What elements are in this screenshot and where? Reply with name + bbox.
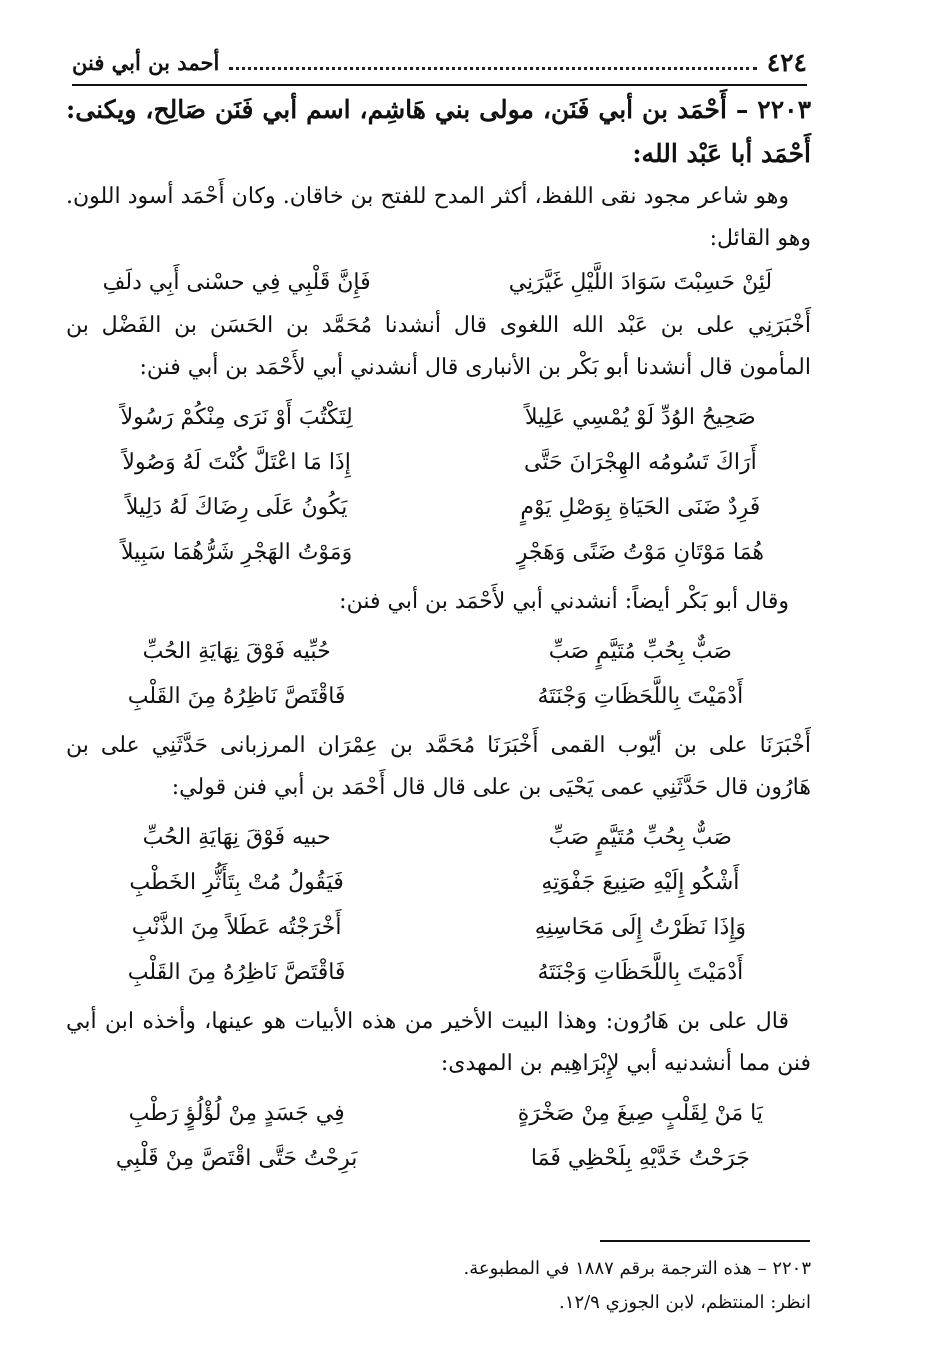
page-header — [72, 44, 807, 80]
running-title: أحمد بن أبي فنن — [72, 49, 220, 75]
verse-line — [66, 1136, 811, 1181]
verse-second-hemistich: إِذَا مَا اعْتَلَّ كُنْتَ لَهُ وَصُولاً — [122, 450, 351, 475]
verse-first-hemistich: أَرَاكَ تَسُومُه الهِجْرَانَ حَتَّى — [523, 450, 757, 475]
header-dot-leader — [229, 55, 756, 70]
verse-first-hemistich: هُمَا مَوْتَانِ مَوْتُ ضَنًى وَهَجْرٍ — [516, 540, 764, 565]
footnotes — [300, 1252, 811, 1320]
verse-second-hemistich: حُبِّيه فَوْقَ نِهَايَةِ الحُبِّ — [142, 639, 331, 664]
verse-line — [66, 530, 811, 575]
verse-line — [66, 815, 811, 860]
verse-first-hemistich: صَحِيحُ الوُدِّ لَوْ يُمْسِي عَلِيلاً — [525, 405, 756, 430]
verse-second-hemistich: لِتَكْتُبَ أَوْ نَرَى مِنْكُمْ رَسُولاً — [120, 405, 353, 430]
verse-second-hemistich: يَكُونُ عَلَى رِضَاكَ لَهُ دَلِيلاً — [125, 495, 348, 520]
verse-first-hemistich: وَإِذَا نَظَرْتُ إِلَى مَحَاسِنِهِ — [534, 915, 747, 940]
poem-4 — [66, 1091, 811, 1181]
poem-1 — [66, 395, 811, 575]
verse-first-hemistich: فَرِدٌ ضَنَى الحَيَاةِ بِوَصْلِ يَوْمٍ — [520, 495, 761, 520]
verse-line — [66, 440, 811, 485]
verse-first-hemistich: لَئِنْ حَسِبْتَ سَوَادَ اللَّيْلِ غَيَّرَنِي — [508, 270, 773, 295]
verse-first-hemistich: صَبٌّ بِحُبِّ مُتَيَّمٍ صَبِّ — [548, 825, 732, 850]
verse-second-hemistich: أَخْرَجْتُه عَطَلاً مِنَ الذَّنْبِ — [131, 915, 342, 940]
verse-second-hemistich: بَرِحْتُ حَتَّى اقْتَصَّ مِنْ قَلْبِي — [115, 1146, 358, 1171]
verse-second-hemistich: فَإِنَّ قَلْبِي فِي حسْنى أَبِي دلَفِ — [102, 270, 371, 295]
verse-first-hemistich: أَدْمَيْتَ بِاللَّحَظَاتِ وَجْنَتَهُ — [537, 960, 744, 985]
isnad-paragraph: أَخْبَرَنِي على بن عَبْد الله اللغوى قال أنشدنا مُحَمَّد بن الحَسَن بن الفَضْل بن المأمون قال أنشدنا أبو بَكْر بن الأنبارى قال أنشدني أبي لأَحْمَد بن أبي فنن: — [66, 313, 811, 380]
poem-2 — [66, 629, 811, 719]
verse-second-hemistich: فَيَقُولُ مُتْ بِتَأَثُّرِ الخَطْبِ — [129, 870, 344, 895]
verse-line — [66, 950, 811, 995]
footnote-rule — [600, 1240, 810, 1242]
footnote: ٢٢٠٣ – هذه الترجمة برقم ١٨٨٧ في المطبوعة. — [463, 1258, 811, 1279]
verse-first-hemistich: أَدْمَيْتَ بِاللَّحَظَاتِ وَجْنَتَهُ — [537, 684, 744, 709]
verse-second-hemistich: حبيه فَوْقَ نِهَايَةِ الحُبِّ — [142, 825, 331, 850]
page-number: ٤٢٤ — [766, 47, 807, 77]
header-rule — [72, 84, 807, 86]
intro-paragraph: وهو شاعر مجود نقى اللفظ، أكثر المدح للفتح بن خاقان. وكان أَحْمَد أسود اللون. وهو القائل: — [66, 184, 811, 251]
verse-second-hemistich: فِي جَسَدٍ مِنْ لُؤْلُؤٍ رَطْبِ — [128, 1101, 345, 1126]
verse-second-hemistich: وَمَوْتُ الهَجْرِ شَرُّهُمَا سَبِيلاً — [121, 540, 353, 565]
poem-3 — [66, 815, 811, 995]
footnote: انظر: المنتظم، لابن الجوزي ١٢/٩. — [559, 1292, 811, 1313]
verse-line — [66, 1091, 811, 1136]
verse-first-hemistich: صَبٌّ بِحُبِّ مُتَيَّمٍ صَبِّ — [548, 639, 732, 664]
verse-first-hemistich: أَشْكُو إِلَيْهِ صَنِيعَ جَفْوَتِهِ — [541, 870, 740, 895]
verse-line — [66, 629, 811, 674]
verse-line — [66, 395, 811, 440]
verse-second-hemistich: فَاقْتَصَّ نَاظِرُهُ مِنَ القَلْبِ — [127, 960, 346, 985]
main-content — [66, 88, 811, 1187]
verse-first-hemistich: جَرَحْتُ خَدَّيْهِ بِلَحْظِي فَمَا — [530, 1146, 750, 1171]
isnad-paragraph: أَخْبَرَنَا على بن أيّوب القمى أَخْبَرَنَا مُحَمَّد بن عِمْرَان المرزبانى حَدَّثَنِي على بن هَارُون قال حَدَّثَنِي عمى يَحْيَى بن على قال قال أَحْمَد بن أبي فنن قولي: — [66, 733, 811, 800]
verse-line — [66, 485, 811, 530]
verse-line — [66, 905, 811, 950]
entry-title: ٢٢٠٣ – أَحْمَد بن أبي فَنَن، مولى بني هَاشِم، اسم أبي فَنَن صَالِح، ويكنى: أَحْمَد أبا عَبْد الله: — [66, 95, 811, 168]
isnad-paragraph: وقال أبو بَكْر أيضاً: أنشدني أبي لأَحْمَد بن أبي فنن: — [339, 589, 789, 614]
verse-first-hemistich: يَا مَنْ لِقَلْبٍ صِيغَ مِنْ صَخْرَةٍ — [517, 1101, 763, 1126]
commentary-paragraph: قال على بن هَارُون: وهذا البيت الأخير من هذه الأبيات هو عينها، وأخذه ابن أبي فنن مما أنشدنيه أبي لإِبْرَاهِيم بن المهدى: — [66, 1009, 811, 1076]
verse-line — [66, 674, 811, 719]
verse-line — [66, 260, 811, 305]
verse-line — [66, 860, 811, 905]
verse-second-hemistich: فَاقْتَصَّ نَاظِرُهُ مِنَ القَلْبِ — [127, 684, 346, 709]
